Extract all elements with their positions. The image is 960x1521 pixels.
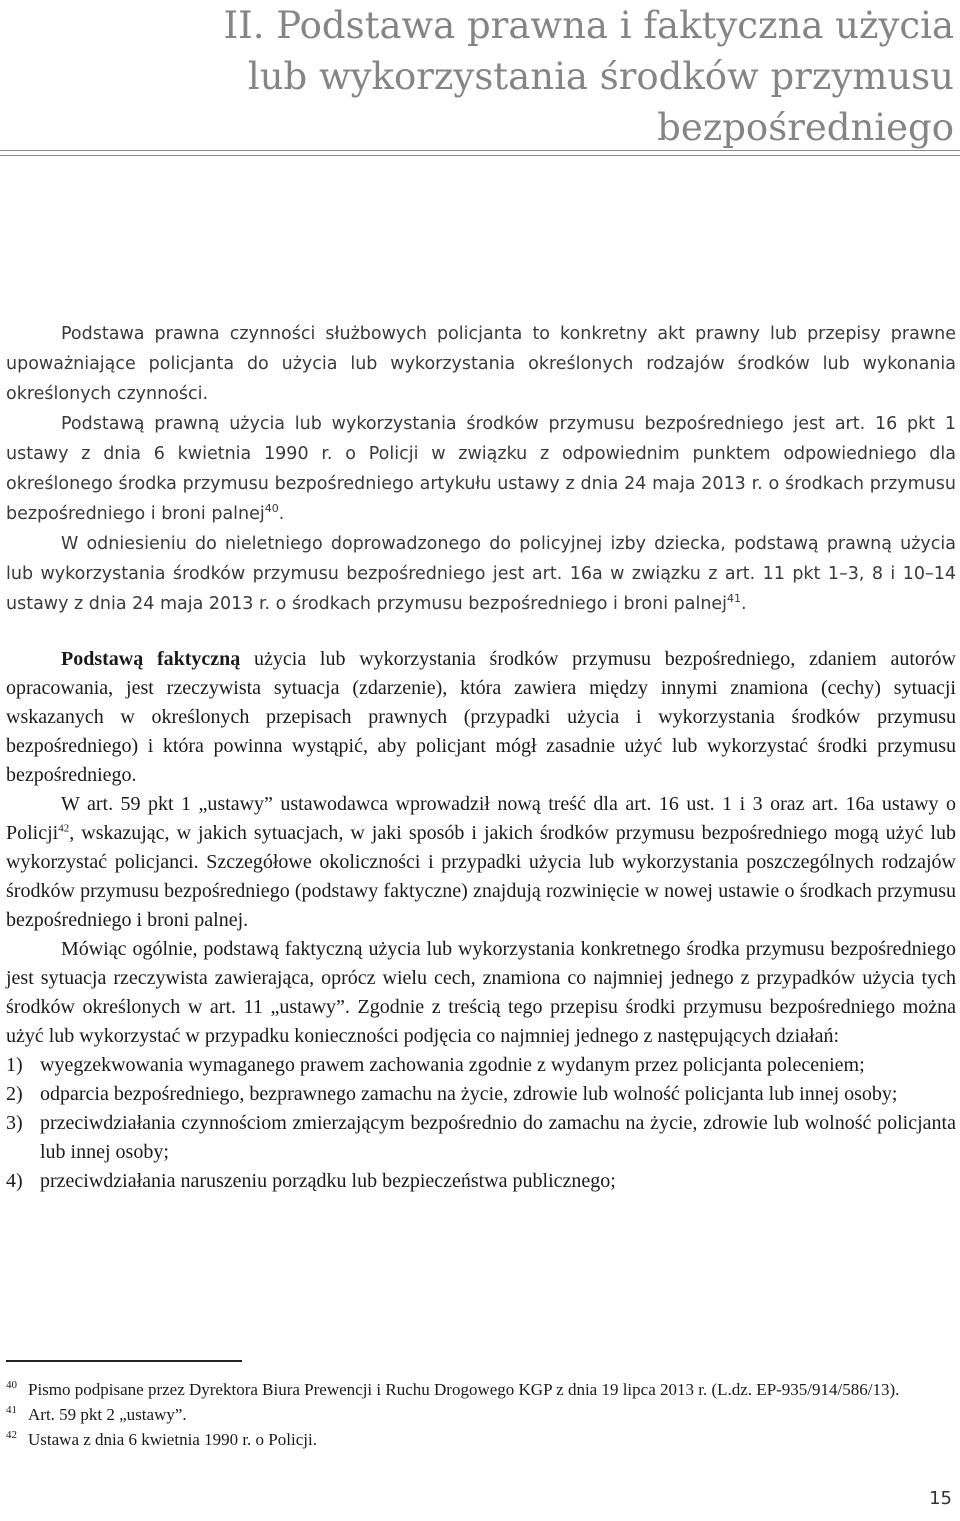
list-item-number: 3)	[6, 1112, 23, 1134]
footnote-number: 40	[6, 1379, 17, 1391]
list-item	[6, 1167, 956, 1196]
title-rule-2	[0, 155, 960, 156]
footnote-text: Art. 59 pkt 2 „ustawy”.	[28, 1405, 187, 1424]
footnote-42	[6, 1427, 956, 1452]
footnotes	[6, 1377, 956, 1452]
footnote-41	[6, 1402, 956, 1427]
paragraph-legal-basis: Podstawą prawną użycia lub wykorzystania środków przymusu bezpośredniego jest art. 16 pkt 1 ustawy z dnia 6 kwietnia 1990 r. o Policji w związku z odpowiednim punktem odpowiedniego dla określonego środka przymusu bezpośredniego artykułu ustawy z dnia 24 maja 2013 r. o środkach przymusu bezpośredniego i broni palnej$^{40}$.	[6, 414, 956, 524]
footnote-separator	[6, 1360, 242, 1362]
paragraph-factual-basis: Podstawą faktyczną użycia lub wykorzystania środków przymusu bezpośredniego, zdaniem autorów opracowania, jest rzeczywista sytuacja (zdarzenie), która zawiera między innymi znamiona (cechy) sytuacji wskazanych w określonych przepisach prawnych (przypadki użycia i wykorzystania środków przymusu bezpośredniego) i która powinna wystąpić, aby policjant mógł zasadnie użyć lub wykorzystać środki przymusu bezpośredniego.	[6, 648, 957, 786]
paragraph-juvenile: W odniesieniu do nieletniego doprowadzonego do policyjnej izby dziecka, podstawą prawną użycia lub wykorzystania środków przymusu bezpośredniego jest art. 16a w związku z art. 11 pkt 1–3, 8 i 10–14 ustawy z dnia 24 maja 2013 r. o środkach przymusu bezpośredniego i broni palnej$^{41}$.	[6, 534, 956, 614]
bold-term: Podstawą faktyczną	[61, 648, 241, 670]
list-item-text: wyegzekwowania wymaganego prawem zachowania zgodnie z wydanym przez policjanta poleceniem;	[40, 1054, 865, 1076]
list-item-text: przeciwdziałania naruszeniu porządku lub bezpieczeństwa publicznego;	[40, 1170, 616, 1192]
footnote-ref-41[interactable]: 41	[727, 592, 742, 606]
page-number: 15	[929, 1488, 952, 1509]
list-item	[6, 1080, 956, 1109]
list-item-text: przeciwdziałania czynnościom zmierzającym bezpośrednio do zamachu na życie, zdrowie lub wolność policjanta lub innej osoby;	[40, 1112, 956, 1163]
chapter-title-line-3: bezpośredniego	[657, 106, 954, 149]
action-list	[6, 1051, 956, 1196]
paragraph-general: Mówiąc ogólnie, podstawą faktyczną użycia lub wykorzystania konkretnego środka przymusu bezpośredniego jest sytuacja rzeczywista zawierająca, oprócz wielu cech, znamiona co najmniej jednego z przypadków użycia tych środków określonych w art. 11 „ustawy”. Zgodnie z treścią tego przepisu środki przymusu bezpośredniego można użyć lub wykorzystać w przypadku konieczności podjęcia co najmniej jednego z następujących działań:	[6, 938, 956, 1047]
footnote-number: 41	[6, 1404, 17, 1416]
title-rule-1	[0, 150, 960, 151]
chapter-title-line-1: II. Podstawa prawna i faktyczna użycia	[223, 4, 954, 47]
list-item-number: 2)	[6, 1083, 23, 1105]
footnote-text: Ustawa z dnia 6 kwietnia 1990 r. o Policji.	[28, 1430, 317, 1449]
list-item	[6, 1051, 956, 1080]
legal-basis-section	[6, 319, 956, 619]
chapter-title-line-2: lub wykorzystania środków przymusu	[247, 55, 954, 98]
list-item-number: 1)	[6, 1054, 23, 1076]
chapter-title	[194, 0, 954, 153]
footnote-number: 42	[6, 1429, 17, 1441]
paragraph-definition: Podstawa prawna czynności służbowych policjanta to konkretny akt prawny lub przepisy prawne upoważniające policjanta do użycia lub wykorzystania określonych rodzajów środków lub wykonania określonych czynności.	[6, 324, 956, 404]
list-item	[6, 1109, 956, 1167]
footnote-40	[6, 1377, 956, 1402]
footnote-ref-40[interactable]: 40	[264, 502, 279, 516]
footnote-text: Pismo podpisane przez Dyrektora Biura Prewencji i Ruchu Drogowego KGP z dnia 19 lipca 2013 r. (L.dz. EP-935/914/586/13).	[28, 1380, 900, 1399]
paragraph-art-59: W art. 59 pkt 1 „ustawy” ustawodawca wprowadził nową treść dla art. 16 ust. 1 i 3 oraz art. 16a ustawy o Policji$^{42}$, wskazując, w jakich sytuacjach, w jaki sposób i jakich środków przymusu bezpośredniego mogą użyć lub wykorzystać policjanci. Szczegółowe okoliczności i przypadki użycia lub wykorzystania poszczególnych rodzajów środków przymusu bezpośredniego (podstawy faktyczne) znajdują rozwinięcie w nowej ustawie o środkach przymusu bezpośredniego i broni palnej.	[6, 793, 956, 931]
list-item-number: 4)	[6, 1170, 23, 1192]
footnote-ref-42[interactable]: 42	[58, 822, 70, 835]
factual-basis-section	[6, 645, 956, 1196]
list-item-text: odparcia bezpośredniego, bezprawnego zamachu na życie, zdrowie lub wolność policjanta lub innej osoby;	[40, 1083, 898, 1105]
